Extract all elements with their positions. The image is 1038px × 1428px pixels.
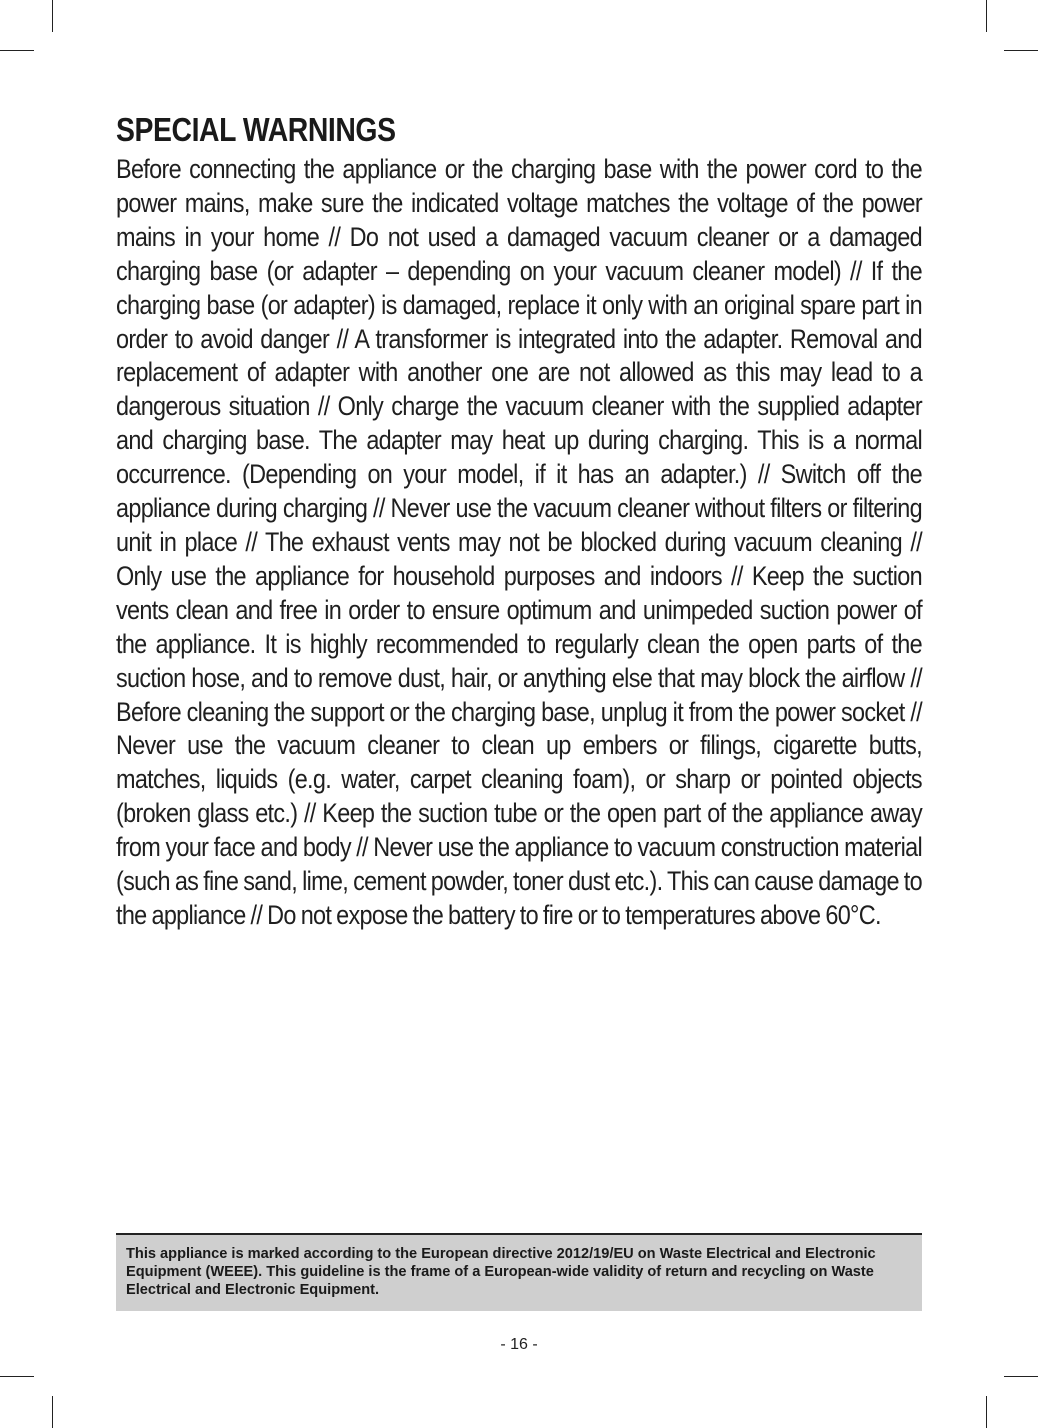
crop-mark-bottom-right-horizontal [1004, 1376, 1038, 1377]
warnings-body-text: Before connecting the appliance or the charging base with the power cord to the power mains, make sure the indicated voltage matches the voltage of the power mains in your home // Do not used a damaged vacuum cleaner or a damaged charging base (or adapter – depending on your vacuum cleaner model) // If the charging base (or adapter) is damaged, replace it only with an original spare part in order to avoid danger // A transformer is integrated into the adapter. Removal and replacement of adapter with another one are not allowed as this may lead to a dangerous situation // Only charge the vacuum cleaner with the supplied adapter and charging base. The adapter may heat up during charging. This is a normal occurrence. (Depending on your model, if it has an adapter.) // Switch off the appliance during charging // Never use the vacuum cleaner without filters or filtering unit in place // The exhaust vents may not be blocked during vacuum cleaning // Only use the appliance for household purposes and indoors // Keep the suction vents clean and free in order to ensure optimum and unimpeded suction power of the appliance. It is highly recommended to regularly clean the open parts of the suction hose, and to remove dust, hair, or anything else that may block the airflow // Before cleaning the support or the charging base, unplug it from the power socket // Never use the vacuum cleaner to clean up embers or filings, cigarette butts, matches, liquids (e.g. water, carpet cleaning foam), or sharp or pointed objects (broken glass etc.) // Keep the suction tube or the open part of the appliance away from your face and body // Never use the appliance to vacuum construction material (such as fine sand, lime, cement powder, toner dust etc.). This can cause damage to the appliance // Do not expose the battery to fire or to temperatures above 60°C. [116, 153, 922, 930]
section-title: SPECIAL WARNINGS [116, 111, 396, 148]
page-number: - 16 - [500, 1336, 538, 1353]
warnings-section [116, 108, 922, 932]
weee-notice-box [116, 1233, 922, 1311]
crop-mark-bottom-left-vertical [52, 1396, 53, 1428]
crop-mark-bottom-left-horizontal [0, 1376, 34, 1377]
crop-mark-bottom-right-vertical [986, 1396, 987, 1428]
weee-notice-text: This appliance is marked according to the European directive 2012/19/EU on Waste Electrical and Electronic Equipment (WEEE). This guideline is the frame of a European-wide validity of return and recycling on Waste Electrical and Electronic Equipment. [126, 1246, 876, 1298]
crop-mark-top-right-vertical [986, 0, 987, 32]
crop-mark-top-left-horizontal [0, 50, 34, 51]
crop-mark-top-left-vertical [52, 0, 53, 32]
crop-mark-top-right-horizontal [1004, 50, 1038, 51]
